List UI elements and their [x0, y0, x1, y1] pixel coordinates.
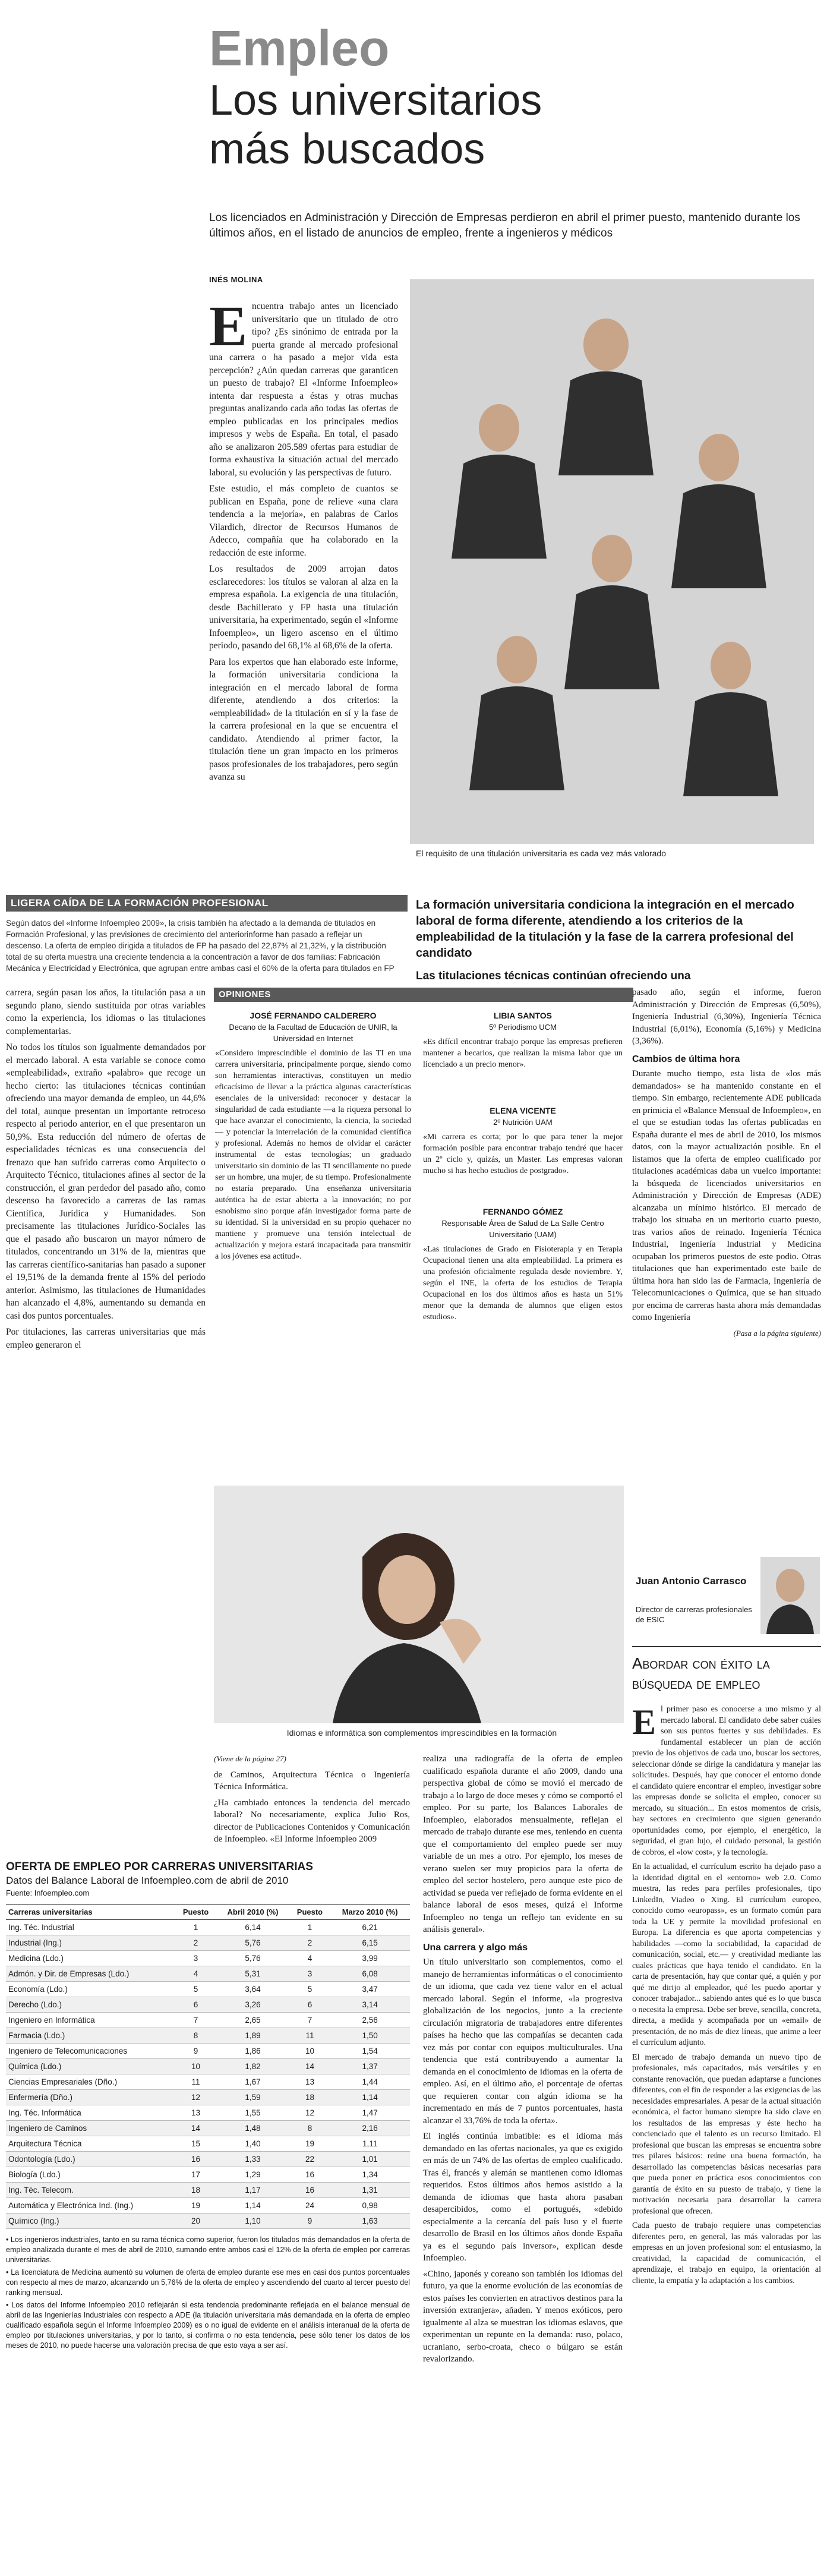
table-row — [6, 1982, 410, 1997]
table-subtitle: Datos del Balance Laboral de Infoempleo.com de abril de 2010 — [6, 1875, 289, 1886]
table-body — [6, 1920, 410, 2229]
table-cell: 11 — [290, 2028, 330, 2044]
table-cell: 17 — [176, 2167, 216, 2183]
table-cell: 0,98 — [330, 2198, 410, 2214]
table-cell: 16 — [290, 2183, 330, 2198]
table-cell: 1,10 — [216, 2214, 289, 2229]
table-source: Fuente: Infoempleo.com — [6, 1888, 90, 1897]
woman-photo-caption: Idiomas e informática son complementos imprescindibles en la formación — [286, 1728, 557, 1738]
table-row — [6, 2028, 410, 2044]
table-cell: Automática y Electrónica Ind. (Ing.) — [6, 2198, 176, 2214]
body-left-paragraph-1: carrera, según pasan los años, la titulación pasa a un segundo plano, siendo sustituida por otras variables como la experiencia, los idiomas o las titulaciones complementarias. — [6, 988, 206, 1036]
table-cell: 6,15 — [330, 1935, 410, 1951]
body-left-column — [6, 986, 206, 1355]
table-cell: Odontología (Ldo.) — [6, 2152, 176, 2167]
table-cell: 6,08 — [330, 1966, 410, 1982]
page-subtitle: Los licenciados en Administración y Dirección de Empresas perdieron en abril el primer puesto, mantenido durante los últimos años, en el listado de anuncios de empleo, frente a ingenieros y médicos — [209, 212, 800, 239]
table-cell: Enfermería (Dño.) — [6, 2090, 176, 2105]
lower-paragraph-4: Un título universitario son complementos, como el manejo de herramientas informáticas o el conocimiento de un idioma, que cada vez tiene valor en el actual mercado laboral. Según el informe, «la progresiva globalización de los negocios, junto a la creciente circulación migratoria de trabajadores entre diferentes países ha hecho que las compañías se decanten cada vez más por contar con equipos multiculturales. Una tendencia que está contribuyendo a aumentar la demanda en el conocimiento de idiomas en la oferta de empleo. Así, en el último año, el porcentaje de ofertas que requieren contar con algún idioma se ha incrementado en más de 7 puntos porcentuales, hasta alcanzar el 33,76% de toda la oferta». — [423, 1957, 623, 2126]
table-cell: 1,55 — [216, 2105, 289, 2121]
job-offers-table-block — [6, 1860, 410, 2353]
table-cell: 11 — [176, 2074, 216, 2090]
lower-paragraph-6: «Chino, japonés y coreano son también los idiomas del futuro, ya que la enorme evolución de las economías de estos países les convierten en atractivos destinos para la inversión extranjera», añaden. Y menos exóticos, pero igualmente al alza se muestran los idiomas eslavos, que experimentan un repunte en la demanda: ruso, polaco, ucraniano, serbo-croata, checo o búlgaro se están revalorizando. — [423, 2269, 623, 2364]
table-header-march: Marzo 2010 (%) — [330, 1905, 410, 1920]
body-right-paragraph-1: pasado año, según el informe, fueron Administración y Dirección de Empresas (6,50%), Ingeniería Industrial (6,30%), Ingeniería Técnica Industrial (6,01%), Economía (5,16%) y Medicina (3,36%). — [632, 988, 821, 1046]
table-cell: Admón. y Dir. de Empresas (Ldo.) — [6, 1966, 176, 1982]
table-row — [6, 2198, 410, 2214]
table-cell: 8 — [290, 2121, 330, 2136]
byline: INÉS MOLINA — [209, 275, 263, 284]
table-cell: 3 — [176, 1951, 216, 1966]
table-cell: 24 — [290, 2198, 330, 2214]
table-note: • Los ingenieros industriales, tanto en su rama técnica como superior, fueron los titulados más demandados en la oferta de empleo analizada durante el mes de abril de 2010, sumando entre ambos casi el 12% de la oferta de empleo por carreras universitarias. — [6, 2236, 410, 2264]
table-cell: 13 — [290, 2074, 330, 2090]
table-row — [6, 2105, 410, 2121]
table-notes — [6, 2235, 410, 2351]
columnist-avatar — [760, 1557, 820, 1634]
lower-paragraph-5: El inglés continúa imbatible: es el idioma más demandado en las ofertas nacionales, ya que es exigido en más de un 74% de las ofertas de empleo cualificado. Tras él, francés y alemán se mantienen como idiomas requeridos. Estos últimos años hemos asistido a la demanda de idiomas que hasta ahora pasaban desapercibidos, como el portugués, «debido especialmente a la cercanía del país luso y el fuerte desarrollo de Brasil en los últimos años donde España ya es el segundo país inversor», explican desde Infoempleo. — [423, 2132, 623, 2263]
body-left-paragraph-3: Por titulaciones, las carreras universitarias que más empleo generaron el — [6, 1327, 206, 1350]
table-row — [6, 1997, 410, 2013]
table-row — [6, 2183, 410, 2198]
page-title-line1: Los universitarios — [209, 77, 542, 124]
table-cell: 1 — [290, 1920, 330, 1935]
table-row — [6, 2214, 410, 2229]
table-cell: 19 — [176, 2198, 216, 2214]
body-right-paragraph-2: Durante mucho tiempo, esta lista de «los más demandados» se ha mantenido constante en el tiempo. Sin embargo, recientemente ADE publicada en primicia el «Balance Mensual de Infoempleo», en el que se estudian todas las ofertas publicadas en España durante el mes de abril de 2010, los mismos datos, con la mayor actualización posible. En el listamos que la oferta de empleo cualificado por titulaciones académicas daba un vuelco importante: la búsqueda de licenciados universitarios en Administración y Dirección de Empresas (ADE) alcanzaba un mínimo histórico. El mercado de trabajo los situaba en un meritorio cuarto puesto, tras varios años de reinado. Ingeniería Técnica Industrial, Ingeniería Industrial y Medicina ocupaban los primeros puestos de este podio. Otras titulaciones que han experimentado este baile de última hora han sido las de Farmacia, Ingeniería de Telecomunicaciones o Química, que se han situado por encima de carreras hasta ahora más demandadas como Ingeniería — [632, 1069, 821, 1322]
table-cell: 1,17 — [216, 2183, 289, 2198]
opinion-1-role: Decano de la Facultad de Educación de UNIR, la Universidad en Internet — [229, 1023, 397, 1043]
table-cell: 4 — [176, 1966, 216, 1982]
lower-column-2 — [423, 1753, 623, 2369]
table-cell: 1,34 — [330, 2167, 410, 2183]
opinion-2-role: 5º Periodismo UCM — [489, 1023, 557, 1032]
columnist-paragraph-2: En la actualidad, el currículum escrito ha dejado paso a la identidad digital en el «entorno» web 2.0. Como muestra, las redes para perfiles profesionales, tipo LinkedIn, Viadeo o Xing. El currículum europeo, conocido como «europass», es un formato común para toda la UE y permite la movilidad profesional en Europa. La diferencia es que aporta competencias y habilidades —como la sociabilidad, la capacidad de comunicación, social, etc.— y creatividad mediante las cuales prácticas que haya tenido el candidato. En la carta de presentación, hay que contar qué, a quién y por qué me dirijo al empleador, qué les puedo aportar y conocer trabajador... sabiendo antes qué es lo que busca o necesita la empresa. Debe ser breve, sencilla, concreta, directa, a medida y acompañada por un «email» de presentación, de no más de diez líneas, que anime a leer el currículum adjunto. — [632, 1862, 821, 2047]
columnist-title: Abordar con éxito la búsqueda de empleo — [632, 1654, 770, 1692]
table-cell: 5,76 — [216, 1935, 289, 1951]
table-row — [6, 2136, 410, 2152]
table-cell: 6 — [290, 1997, 330, 2013]
table-cell: 9 — [176, 2044, 216, 2059]
woman-photo — [214, 1486, 624, 1723]
table-note: • La licenciatura de Medicina aumentó su volumen de oferta de empleo durante ese mes en casi dos puntos porcentuales con respecto al mes de marzo, alcanzando un 5,76% de la oferta de empleo y ascendiendo del cuarto al tercer puesto del ranking mensual. — [6, 2268, 410, 2297]
table-cell: 4 — [290, 1951, 330, 1966]
intro-paragraph-2: Este estudio, el más completo de cuantos se publican en España, pone de relieve «una clara tendencia a la mejoría», en palabras de Carlos Vilardich, director de Recursos Humanos de Adecco, compañía que ha colaborado en la redacción de este informe. — [209, 484, 398, 558]
columnist-paragraph-1: l primer paso es conocerse a uno mismo y al mercado laboral. El candidato debe saber cuáles son sus puntos fuertes y sus debilidades. Es fundamental establecer un plan de acción previo de los objetivos de cada uno, buscar los sectores, seleccionar dónde se dirige la candidatura y manejar las solicitudes. Después, hay que conocer el entorno donde el candidato quiere encontrar el empleo, investigar sobre las empresas donde se solicita el empleo, conocer su mercado, su situación... En estos momentos de crisis, hay sectores en crecimiento que siguen generando oportunidades como, por ejemplo, el energético, la seguridad, el gran lujo, el cuidado personal, la gestión de cobros, el «low cost», y la tecnología. — [632, 1705, 821, 1857]
pullquote: La formación universitaria condiciona la integración en el mercado laboral de forma diferente, atendiendo a los criterios de la empleabilidad de la titulación y la fase de la carrera profesional del candidato — [416, 898, 794, 960]
dropcap: E — [209, 294, 248, 358]
table-header-rank-april: Puesto — [176, 1905, 216, 1920]
intro-paragraph-4: Para los expertos que han elaborado este informe, la formación universitaria condiciona la integración en el mercado laboral de forma diferente, atendiendo a dos criterios: la «empleabilidad» de la titulación en sí y la fase de la carrera profesional en la que se encuentra el candidato. Atendiendo al primer factor, la titulación tiene un gran impacto en los primeros pasos profesionales de los trabajadores, pero según avanza su — [209, 657, 398, 782]
table-cell: 7 — [290, 2013, 330, 2028]
table-cell: Farmacia (Ldo.) — [6, 2028, 176, 2044]
table-row — [6, 2090, 410, 2105]
job-offers-table — [6, 1904, 410, 2229]
table-cell: 1,44 — [330, 2074, 410, 2090]
table-cell: 1,63 — [330, 2214, 410, 2229]
body-left-paragraph-2: No todos los títulos son igualmente demandados por el mercado laboral. A esta variable se conoce como «empleabilidad», extraño «palabro» que recoge un hecho cierto: las titulaciones técnicas continúan ofreciendo una mayor demanda de empleo, un 44,6% del total, aunque presentan un importante retroceso respecto al periodo anterior, en el que presentaron un 50,9%. Esta reducción del número de ofertas de especialidades técnicas es una consecuencia del frenazo que han sufrido carreras como Arquitecto o Arquitecto Técnico, titulaciones afines al sector de la construcción, el gran perdedor del pasado año, como descenso ha favorecido a carreras de las ramas Científica, Jurídica y Humanidades. Son precisamente las titulaciones Jurídico-Sociales las que el pasado año buscaron un mayor número de titulados, concentrando un 31% de la, mientras que las carreras científico-sanitarias han pasado a suponer el 19,51% de la demanda frente al 15% del periodo anterior. Asimismo, las titulaciones de Humanidades han alcanzado el 4,8%, aumentando su demanda en casi dos puntos porcentuales. — [6, 1042, 206, 1321]
table-cell: 3 — [290, 1966, 330, 1982]
columnist-dropcap: E — [632, 1702, 656, 1742]
table-cell: 5 — [176, 1982, 216, 1997]
table-cell: 2 — [176, 1935, 216, 1951]
table-cell: Ing. Téc. Informática — [6, 2105, 176, 2121]
opinion-4-name: FERNANDO GÓMEZ — [482, 1207, 563, 1216]
intro-paragraph-1: ncuentra trabajo antes un licenciado universitario que un titulado de otro tipo? ¿Es sinónimo de entrada por la puerta grande al mercado profesional una carrera o ha pasado a mejor vida esta percepción? ¿Aún quedan carreras que garanticen un puesto de trabajo? El «Informe Infoempleo» intenta dar respuesta a éstas y otras muchas preguntas analizando cada año todas las ofertas de empleo publicadas en los principales medios impresos y webs de España. En total, el pasado año se analizaron 205.589 ofertas para estudiar de forma exhaustiva la situación actual del mercado laboral, su evolución y las perspectivas de futuro. — [209, 301, 398, 478]
table-row — [6, 2167, 410, 2183]
table-cell: 1,50 — [330, 2028, 410, 2044]
opinion-3-role: 2º Nutrición UAM — [493, 1118, 553, 1127]
table-cell: 15 — [176, 2136, 216, 2152]
table-cell: 2,65 — [216, 2013, 289, 2028]
opinion-3-quote: «Mi carrera es corta; por lo que para tener la mejor formación posible para encontrar trabajo tendré que hacer un 2º ciclo y, quizás, un Master. Las empresas valoran mucho si has hecho estudios de postgrado». — [423, 1133, 623, 1175]
person-icon — [760, 1557, 820, 1634]
table-row — [6, 2044, 410, 2059]
from-prev-note: (Viene de la página 27) — [214, 1754, 286, 1763]
table-cell: 3,64 — [216, 1982, 289, 1997]
lower-paragraph-3: realiza una radiografía de la oferta de empleo cualificado española durante el año 2009, dando una perspectiva global de cómo se movió el mercado de trabajo a lo largo de doce meses y cómo se comportó el empleo. Por su parte, los Balances Laborales de Infoempleo, elaborados mensualmente, reflejan el mercado de trabajo durante ese mes, teniendo en cuenta que el comportamiento del empleo puede ser muy variable de un mes a otro. Por ejemplo, los meses de verano suelen ser muy propicios para la oferta de empleo del sector hostelero, pero aunque este pico de actividad se pueda ver reflejado de forma evidente en el balance laboral de esos meses, quizá el Informe Infoempleo no tenga un reflejo tan evidente en su análisis general». — [423, 1754, 623, 1934]
opinion-1 — [215, 1010, 411, 1266]
table-cell: 2 — [290, 1935, 330, 1951]
table-cell: 16 — [176, 2152, 216, 2167]
table-cell: 6 — [176, 1997, 216, 2013]
table-cell: 1,47 — [330, 2105, 410, 2121]
table-cell: 1,86 — [216, 2044, 289, 2059]
table-row — [6, 1935, 410, 1951]
table-cell: 5,31 — [216, 1966, 289, 1982]
table-cell: 10 — [176, 2059, 216, 2074]
opinion-4-role: Responsable Área de Salud de La Salle Centro Universitario (UAM) — [441, 1219, 604, 1239]
business-people-illustration — [410, 279, 814, 844]
table-cell: 2,56 — [330, 2013, 410, 2028]
table-cell: 1,14 — [216, 2198, 289, 2214]
table-cell: 9 — [290, 2214, 330, 2229]
table-cell: 1,11 — [330, 2136, 410, 2152]
columnist-role: Director de carreras profesionales de ESIC — [636, 1605, 752, 1624]
lower-subhead: Una carrera y algo más — [423, 1942, 528, 1953]
table-cell: 16 — [290, 2167, 330, 2183]
table-cell: 3,14 — [330, 1997, 410, 2013]
table-row — [6, 2074, 410, 2090]
opinion-1-name: JOSÉ FERNANDO CALDERERO — [250, 1011, 377, 1020]
lower-paragraph-2: ¿Ha cambiado entonces la tendencia del mercado laboral? No necesariamente, explica Julio Ros, director de Publicaciones Contenidos y Comunicación de Infoempleo. «El Informe Infoempleo 2009 — [214, 1798, 410, 1844]
lower-paragraph-1: de Caminos, Arquitectura Técnica o Ingeniería Técnica Informática. — [214, 1770, 410, 1792]
fp-box-text: Según datos del «Informe Infoempleo 2009», la crisis también ha afectado a la demanda de titulados en Formación Profesional, y las previsiones de crecimiento del anteriorinforme han pasado a reflejar un descenso. La oferta de empleo dirigida a titulados de FP ha pasado del 22,87% al 21,32%, y la distribución total de su oferta muestra una creciente tendencia a la concentración a favor de dos familias: Fabricación Mecánica y Electricidad y Electrónica, que agrupan entre ambas casi el 60% de la oferta para titulados en FP — [6, 919, 394, 973]
table-cell: Arquitectura Técnica — [6, 2136, 176, 2152]
table-cell: 6,14 — [216, 1920, 289, 1935]
table-cell: 10 — [290, 2044, 330, 2059]
page-title-line2: más buscados — [209, 125, 485, 173]
intro-paragraph-3: Los resultados de 2009 arrojan datos esclarecedores: los títulos se valoran al alza en la empresa española. La exigencia de una titulación, desde Bachillerato y FP hasta una titulación universitaria, ha experimentado, según el «Informe Infoempleo», un ligero ascenso en el último periodo, pasando del 68,1% al 68,6% de la oferta. — [209, 564, 398, 651]
table-row — [6, 2121, 410, 2136]
table-cell: 1,29 — [216, 2167, 289, 2183]
opinion-2-name: LIBIA SANTOS — [493, 1011, 552, 1020]
table-cell: Ing. Téc. Telecom. — [6, 2183, 176, 2198]
table-cell: Derecho (Ldo.) — [6, 1997, 176, 2013]
table-cell: 1,31 — [330, 2183, 410, 2198]
body-right-subhead: Cambios de última hora — [632, 1054, 740, 1064]
continue-note: (Pasa a la página siguiente) — [733, 1328, 821, 1338]
opinion-4 — [423, 1206, 623, 1326]
table-cell: 1,89 — [216, 2028, 289, 2044]
table-cell: 1,14 — [330, 2090, 410, 2105]
table-note: • Los datos del Informe Infoempleo 2010 reflejarán si esta tendencia predominante reflejada en el balance mensual de abril de las Ingenierías Industriales con respecto a ADE (la titulación universitaria más demandada en la oferta de empleo cualificado española según el Informe Infoempleo 2009) es o no igual de evidente en el análisis interanual de la oferta de empleo por titulaciones universitarias, y por lo tanto, si confirma o no esta tendencia, pese sólo tener los datos de los meses de 2010, no puede hacerse una valoración precisa de que esto vaya a ser así. — [6, 2301, 410, 2350]
table-cell: Ing. Téc. Industrial — [6, 1920, 176, 1935]
table-title: OFERTA DE EMPLEO POR CARRERAS UNIVERSITARIAS — [6, 1861, 313, 1873]
lower-column-1 — [214, 1753, 410, 1849]
table-cell: 2,16 — [330, 2121, 410, 2136]
table-cell: Ingeniero en Informática — [6, 2013, 176, 2028]
columnist-text — [632, 1704, 821, 2290]
table-cell: 1,37 — [330, 2059, 410, 2074]
woman-thinking-illustration — [214, 1486, 624, 1723]
table-row — [6, 1966, 410, 1982]
fp-box-heading: LIGERA CAÍDA DE LA FORMACIÓN PROFESIONAL — [6, 895, 408, 912]
table-cell: 1,01 — [330, 2152, 410, 2167]
table-row — [6, 2152, 410, 2167]
table-row — [6, 2013, 410, 2028]
table-cell: 3,26 — [216, 1997, 289, 2013]
table-cell: 22 — [290, 2152, 330, 2167]
table-cell: 5 — [290, 1982, 330, 1997]
table-cell: 14 — [176, 2121, 216, 2136]
columnist-paragraph-4: Cada puesto de trabajo requiere unas competencias diferentes pero, en general, las más valoradas por las empresas en un joven profesional son: el entusiasmo, la creatividad, la capacidad de comunicación, el aprendizaje, el trabajo en equipo, la orientación al cliente, la empatía y la adaptación a los cambios. — [632, 2221, 821, 2285]
table-cell: 1,82 — [216, 2059, 289, 2074]
opinion-2-quote: «Es difícil encontrar trabajo porque las empresas prefieren mantener a becarios, que realizan la misma labor que un licenciado a un precio menor». — [423, 1038, 623, 1069]
table-row — [6, 2059, 410, 2074]
main-photo-caption: El requisito de una titulación universitaria es cada vez más valorado — [416, 849, 667, 858]
opinion-1-quote: «Considero imprescindible el dominio de las TI en una carrera universitaria, principalmente porque, siendo como son herramientas interactivas, constituyen un medio eficacísimo de llevar a la práctica algunas características esenciales de la universidad: reconocer y destacar la singularidad de cada estudiante —a la riqueza personal lo que hace avanzar el conocimiento, la ciencia, la sociedad— y potenciar la interrelación de la comunidad científica y profesional. Además no hemos de olvidar el carácter instrumental de estas tecnologías; un graduado universitario sin dominio de las TI sencillamente no puede ser un hombre, una mujer, de su tiempo. Profesionalmente no estaría preparado. Una enseñanza universitaria auténtica ha de estar abierta a la innovación; no por esnobismo sino porque afán investigador forma parte de su identidad. Si la universidad en su propio quehacer no mantiene y promueve una tensión intelectual de actualización y mejora estará incapacitada para transmitir a los jóvenes esa actitud». — [215, 1049, 411, 1261]
table-row — [6, 1951, 410, 1966]
table-cell: 20 — [176, 2214, 216, 2229]
table-cell: Industrial (Ing.) — [6, 1935, 176, 1951]
table-cell: 12 — [290, 2105, 330, 2121]
opinions-heading: OPINIONES — [214, 988, 633, 1002]
table-cell: 1,48 — [216, 2121, 289, 2136]
table-cell: Ingeniero de Telecomunicaciones — [6, 2044, 176, 2059]
table-cell: Químico (Ing.) — [6, 2214, 176, 2229]
body-right-column — [632, 986, 821, 1343]
table-cell: Biología (Ldo.) — [6, 2167, 176, 2183]
table-header-april: Abril 2010 (%) — [216, 1905, 289, 1920]
table-header-career: Carreras universitarias — [6, 1905, 176, 1920]
table-cell: 13 — [176, 2105, 216, 2121]
table-cell: 14 — [290, 2059, 330, 2074]
table-cell: 1,67 — [216, 2074, 289, 2090]
table-cell: 18 — [290, 2090, 330, 2105]
columnist-divider — [632, 1646, 821, 1647]
table-cell: 7 — [176, 2013, 216, 2028]
table-cell: 1,54 — [330, 2044, 410, 2059]
table-cell: 3,47 — [330, 1982, 410, 1997]
table-cell: 1,59 — [216, 2090, 289, 2105]
table-cell: 18 — [176, 2183, 216, 2198]
main-photo — [410, 279, 814, 844]
table-cell: 1,33 — [216, 2152, 289, 2167]
table-cell: Economía (Ldo.) — [6, 1982, 176, 1997]
table-cell: 1 — [176, 1920, 216, 1935]
table-cell: 8 — [176, 2028, 216, 2044]
table-cell: 12 — [176, 2090, 216, 2105]
table-row — [6, 1920, 410, 1935]
table-header-rank-march: Puesto — [290, 1905, 330, 1920]
table-cell: 6,21 — [330, 1920, 410, 1935]
opinion-4-quote: «Las titulaciones de Grado en Fisioterapia y en Terapia Ocupacional tienen una alta empleabilidad. La primera es una profesión oficialmente regulada desde noviembre. Y, según el INE, la oferta de los estudios de Terapia Ocupacional en los dos últimos años es hasta un 51% menor que la demanda de alumnos que eligen estos estudios». — [423, 1245, 623, 1322]
table-header-row — [6, 1905, 410, 1920]
opinion-3 — [423, 1105, 623, 1180]
table-cell: Química (Ldo.) — [6, 2059, 176, 2074]
columnist-paragraph-3: El mercado de trabajo demanda un nuevo tipo de profesionales, más capacitados, más versátiles y en constante renovación, que puedan adaptarse a funciones diferentes, con el fin de responder a las exigencias de las necesidades empresariales. A pesar de la actual situación económica, el factor humano siempre ha sido clave en los resultados de las empresas y éste hecho ha concienciado que el talento es un recurso limitado. El profesional que buscan las empresas se encuentra sobre tres pilares básicos: reúne una buena formación, ha desarrollado las competencias básicas necesarias para que pueda poner en práctica esos conocimientos con garantía de éxito en su puesto de trabajo, y tiene la motivación necesaria para desarrollar la carrera profesional que ofrecen. — [632, 2052, 821, 2216]
table-cell: Medicina (Ldo.) — [6, 1951, 176, 1966]
table-cell: 19 — [290, 2136, 330, 2152]
table-cell: Ciencias Empresariales (Dño.) — [6, 2074, 176, 2090]
columnist-name: Juan Antonio Carrasco — [636, 1575, 747, 1587]
section-label: Empleo — [209, 20, 390, 76]
table-cell: 3,99 — [330, 1951, 410, 1966]
pullquote-subhead: Las titulaciones técnicas continúan ofreciendo una — [416, 970, 691, 982]
table-cell: 1,40 — [216, 2136, 289, 2152]
table-cell: Ingeniero de Caminos — [6, 2121, 176, 2136]
table-cell: 5,76 — [216, 1951, 289, 1966]
intro-column — [209, 294, 398, 787]
opinion-3-name: ELENA VICENTE — [490, 1106, 556, 1115]
opinion-2 — [423, 1010, 623, 1074]
